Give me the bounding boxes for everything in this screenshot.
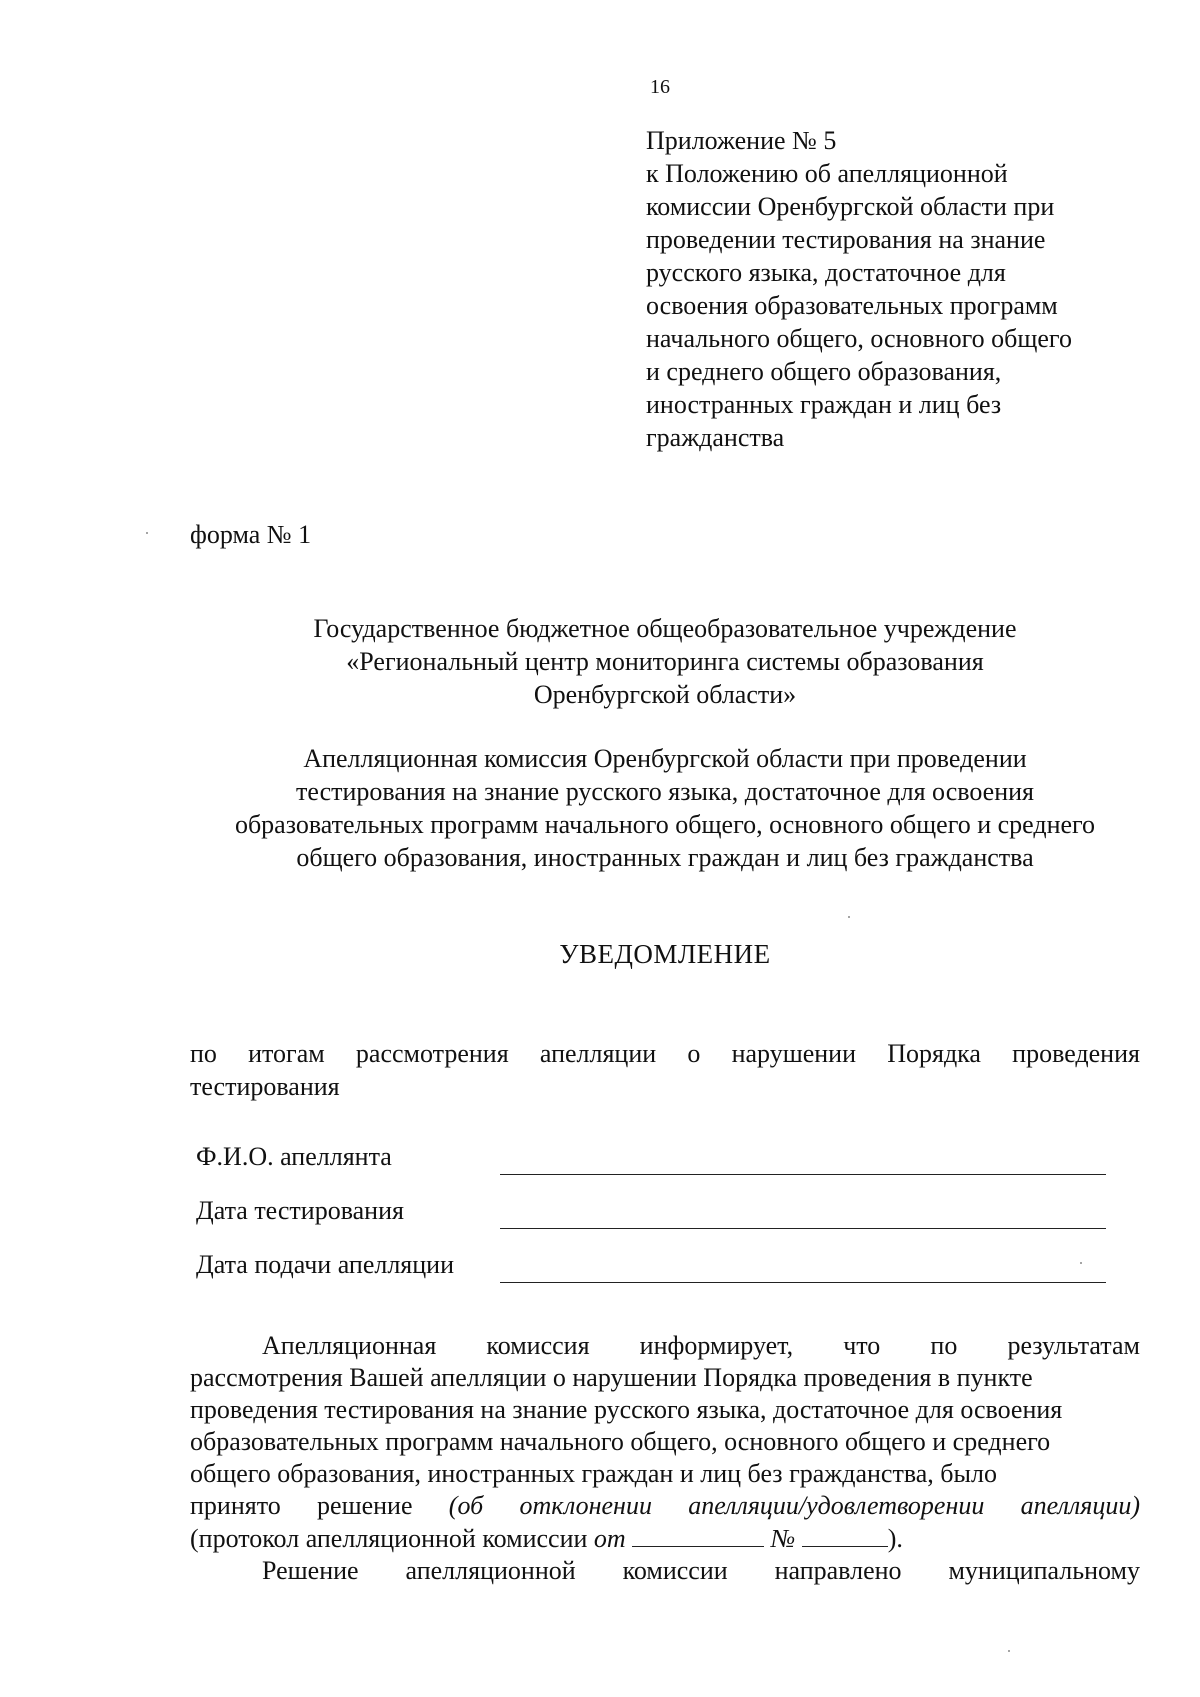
body-line xyxy=(190,1555,1140,1587)
decision-option-word: апелляции) xyxy=(1020,1491,1140,1520)
word: рассмотрения xyxy=(355,1039,509,1068)
word: информирует, xyxy=(639,1331,794,1360)
field-label: Ф.И.О. апеллянта xyxy=(196,1142,392,1171)
commission-name xyxy=(190,742,1140,874)
subtitle-line: тестирования xyxy=(190,1072,340,1101)
form-number-label: форма № 1 xyxy=(190,520,312,549)
appendix-line: гражданства xyxy=(646,423,785,452)
word: Апелляционная xyxy=(262,1331,437,1360)
word: нарушении xyxy=(731,1039,857,1068)
word: по xyxy=(190,1039,217,1068)
protocol-date-blank xyxy=(632,1522,764,1547)
appendix-line: Приложение № 5 xyxy=(646,126,837,155)
scan-speck xyxy=(1080,1262,1082,1264)
word: апелляции xyxy=(539,1039,657,1068)
scan-speck xyxy=(848,916,850,918)
notice-body xyxy=(190,1330,1140,1587)
appendix-line: начального общего, основного общего xyxy=(646,324,1072,353)
appendix-line: комиссии Оренбургской области при xyxy=(646,192,1055,221)
protocol-prefix: (протокол апелляционной комиссии xyxy=(190,1524,594,1553)
word: по xyxy=(930,1331,958,1360)
word: Решение xyxy=(262,1556,359,1585)
word: муниципальному xyxy=(948,1556,1140,1585)
protocol-number-sign: № xyxy=(770,1524,796,1553)
word: проведения xyxy=(1012,1039,1140,1068)
word: что xyxy=(843,1331,881,1360)
appendix-header xyxy=(646,124,1146,454)
page-number: 16 xyxy=(650,76,670,98)
organization-line: «Региональный центр мониторинга системы образования xyxy=(346,647,984,676)
word: комиссия xyxy=(486,1331,590,1360)
appendix-line: освоения образовательных программ xyxy=(646,291,1058,320)
commission-line: Апелляционная комиссия Оренбургской области при проведении xyxy=(303,744,1027,773)
protocol-from: от xyxy=(593,1524,626,1553)
notice-subtitle xyxy=(190,1037,1140,1103)
body-line xyxy=(190,1490,1140,1522)
body-line: рассмотрения Вашей апелляции о нарушении Порядка проведения в пункте xyxy=(190,1363,1033,1392)
field-test-date xyxy=(196,1196,1106,1250)
protocol-number-blank xyxy=(802,1522,888,1547)
commission-line: общего образования, иностранных граждан и лиц без гражданства xyxy=(296,843,1034,872)
word: апелляционной xyxy=(405,1556,576,1585)
notice-title: УВЕДОМЛЕНИЕ xyxy=(559,939,771,969)
protocol-suffix: ). xyxy=(887,1524,903,1553)
decision-option-word: апелляции/удовлетворении xyxy=(688,1491,985,1520)
word: решение xyxy=(317,1491,413,1520)
decision-option-word: отклонении xyxy=(519,1491,652,1520)
scan-speck xyxy=(146,532,148,534)
word: комиссии xyxy=(622,1556,728,1585)
word: Порядка xyxy=(887,1039,981,1068)
word: итогам xyxy=(248,1039,325,1068)
commission-line: образовательных программ начального общего, основного общего и среднего xyxy=(234,810,1096,839)
subtitle-line xyxy=(190,1037,1140,1070)
field-appellant-name xyxy=(196,1142,1106,1196)
word: о xyxy=(687,1039,701,1068)
word: результатам xyxy=(1007,1331,1140,1360)
word: принято xyxy=(190,1491,281,1520)
word: направлено xyxy=(774,1556,902,1585)
organization-line: Оренбургской области» xyxy=(533,680,797,709)
body-line xyxy=(190,1330,1140,1362)
field-label: Дата подачи апелляции xyxy=(196,1250,455,1279)
body-line: образовательных программ начального общего, основного общего и среднего xyxy=(190,1427,1051,1456)
commission-line: тестирования на знание русского языка, достаточное для освоения xyxy=(296,777,1034,806)
body-line: общего образования, иностранных граждан и лиц без гражданства, было xyxy=(190,1459,997,1488)
appendix-line: и среднего общего образования, xyxy=(646,357,1002,386)
appendix-line: русского языка, достаточное для xyxy=(646,258,1006,287)
field-appeal-date xyxy=(196,1250,1106,1304)
fill-in-line xyxy=(500,1282,1106,1283)
appendix-line: проведении тестирования на знание xyxy=(646,225,1046,254)
fill-in-line xyxy=(500,1174,1106,1175)
fill-in-line xyxy=(500,1228,1106,1229)
appendix-line: к Положению об апелляционной xyxy=(646,159,1008,188)
body-line: проведения тестирования на знание русского языка, достаточное для освоения xyxy=(190,1395,1063,1424)
decision-option-word: (об xyxy=(448,1491,484,1520)
appellant-fields xyxy=(196,1142,1106,1304)
body-line-protocol xyxy=(190,1522,1140,1555)
organization-name xyxy=(190,612,1140,711)
scan-speck xyxy=(1008,1650,1010,1652)
appendix-line: иностранных граждан и лиц без xyxy=(646,390,1002,419)
field-label: Дата тестирования xyxy=(196,1196,404,1225)
organization-line: Государственное бюджетное общеобразовательное учреждение xyxy=(313,614,1017,643)
